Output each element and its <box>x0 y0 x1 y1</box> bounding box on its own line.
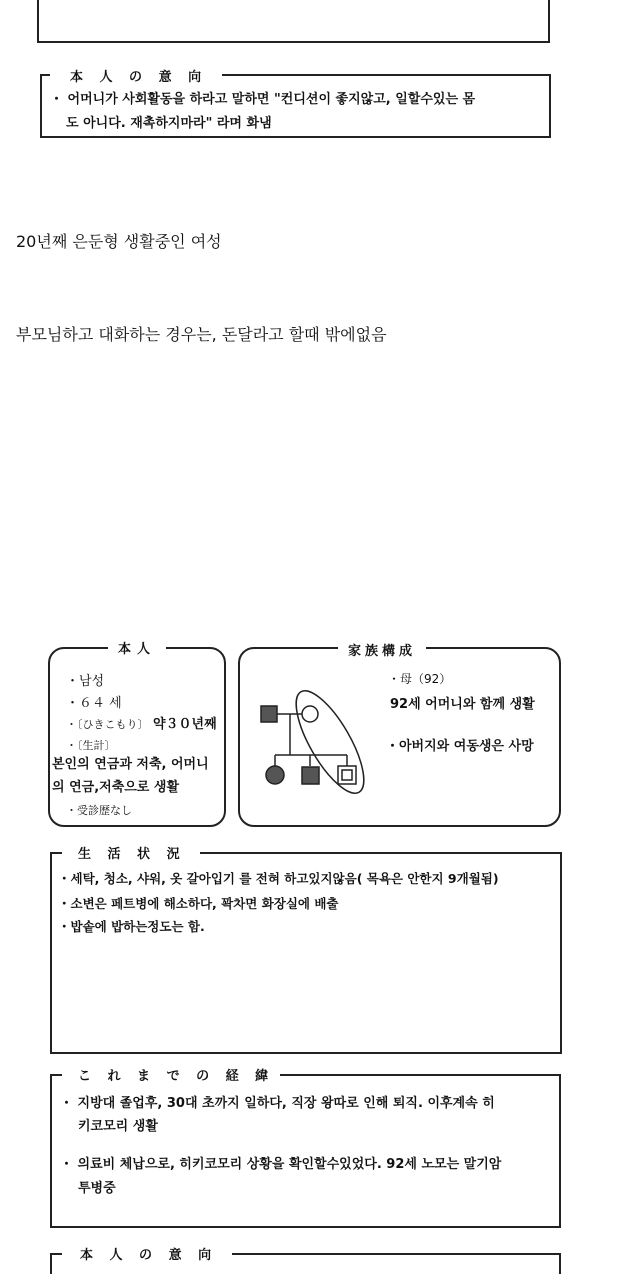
sister-symbol <box>266 766 284 784</box>
person-livelihood-label: ・〔生計〕 <box>66 739 116 752</box>
history-item-1-line-1: ・ 지방대 졸업후, 30대 초까지 일하다, 직장 왕따로 인해 퇴직. 이후계속 히 <box>60 1096 495 1111</box>
intention-line-2: 도 아니다. 재촉하지마라" 라며 화냄 <box>66 116 272 131</box>
living-line-1: ・세탁, 청소, 샤워, 옷 갈아입기 를 전혀 하고있지않음( 목욕은 안한지 9개월됨) <box>58 871 499 886</box>
person-medical-history: ・受診歴なし <box>66 804 132 817</box>
person-box-title: 本人 <box>108 638 166 657</box>
bottom-intention-left-border <box>50 1253 52 1274</box>
history-line-left <box>50 1074 62 1076</box>
living-line-left <box>50 852 62 854</box>
top-partial-box <box>37 0 550 43</box>
bottom-intention-title: 本 人 の 意 向 <box>74 1244 223 1263</box>
sibling-symbol <box>302 767 319 784</box>
person-hikikomori-label: ・〔ひきこもり〕 <box>66 718 149 731</box>
intention-title-top: 本 人 の 意 向 <box>64 66 213 85</box>
bottom-intention-right-border <box>559 1253 561 1274</box>
living-line-right <box>200 852 562 854</box>
living-line-3: ・밥솥에 밥하는정도는 함. <box>58 919 205 934</box>
intention-top-line-right <box>222 74 551 76</box>
genogram-diagram <box>255 680 375 800</box>
caption-talk-with-parents: 부모님하고 대화하는 경우는, 돈달라고 할때 밖에없음 <box>16 325 387 344</box>
intention-top-line-left <box>40 74 50 76</box>
family-mother: ・母（92） <box>388 672 452 686</box>
mother-symbol <box>302 706 318 722</box>
person-hikikomori-value: 약３０년째 <box>153 717 217 732</box>
history-title: こ れ ま で の 経 緯 <box>72 1065 280 1084</box>
caption-hikikomori-woman: 20년째 은둔형 생활중인 여성 <box>16 232 222 251</box>
person-livelihood-line-2: 의 연금,저축으로 생활 <box>52 780 180 795</box>
history-item-2-line-2: 투병중 <box>78 1181 116 1196</box>
person-livelihood-line-1: 본인의 연금과 저축, 어머니 <box>52 757 209 772</box>
intention-line-1: ・ 어머니가 사회활동을 하라고 말하면 "컨디션이 좋지않고, 일할수있는 몸 <box>50 92 476 107</box>
history-item-1-line-2: 키코모리 생활 <box>78 1119 158 1134</box>
person-gender: ・남성 <box>66 674 105 689</box>
person-age: ・６４ 세 <box>66 696 122 711</box>
bottom-intention-line-right <box>232 1253 561 1255</box>
family-deceased-note: ・아버지와 여동생은 사망 <box>386 739 534 754</box>
history-line-right <box>262 1074 561 1076</box>
living-line-2: ・소변은 페트병에 해소하다, 꽉차면 화장실에 배출 <box>58 896 339 911</box>
family-box-title: 家族構成 <box>338 640 426 659</box>
family-mother-note: 92세 어머니와 함께 생활 <box>390 697 535 712</box>
history-item-2-line-1: ・ 의료비 체납으로, 히키코모리 상황을 확인할수있었다. 92세 노모는 말기암 <box>60 1157 502 1172</box>
father-symbol <box>261 706 277 722</box>
living-title: 生 活 状 況 <box>72 843 192 862</box>
household-ellipse <box>284 682 375 800</box>
